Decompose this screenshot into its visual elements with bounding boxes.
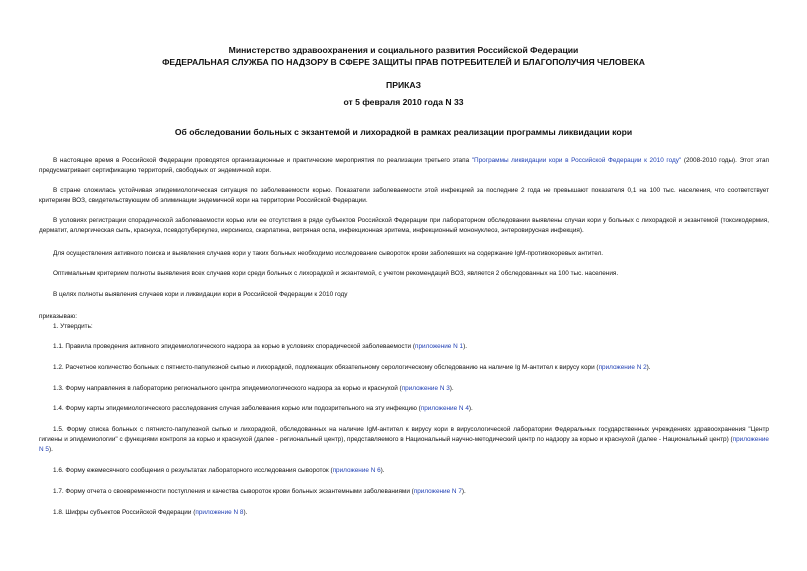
item-1-3 bbox=[39, 384, 454, 394]
item-1-5-text: 1.5. Форму списка больных с пятнисто-папулезной сыпью и лихорадкой, обследованных на наличие IgM-антител к вирусу кори в вирусологической лаборатории Федеральных государственных учреждениях здравоохранения "Центр гигиены и эпидемиологии" с функциями контроля за корью и краснухой (далее - региональный центр), представляемого в Национальный научно-методический центр по надзору за корью и краснухой (далее - Национальный центр) ( bbox=[39, 426, 769, 444]
document-title: Об обследовании больных с экзантемой и лихорадкой в рамках реализации программы ликвидации кори bbox=[174, 127, 633, 137]
appendix-1-link[interactable]: приложение N 1 bbox=[415, 343, 464, 350]
paragraph-1-text-a: В настоящее время в Российской Федерации проводятся организационные и практические мероприятия по реализации третьего этапа bbox=[53, 157, 472, 164]
order-word: приказываю: bbox=[39, 313, 77, 320]
appendix-3-link[interactable]: приложение N 3 bbox=[401, 385, 450, 392]
service-heading: ФЕДЕРАЛЬНАЯ СЛУЖБА ПО НАДЗОРУ В СФЕРЕ ЗАЩИТЫ ПРАВ ПОТРЕБИТЕЛЕЙ И БЛАГОПОЛУЧИЯ ЧЕЛОВЕКА bbox=[162, 57, 645, 67]
item-1-2-text: 1.2. Расчетное количество больных с пятнисто-папулезной сыпью и лихорадкой, подлежащих обязательному серологическому обследованию на наличие Ig M-антител к вирусу кори ( bbox=[53, 364, 599, 371]
item-1-5 bbox=[39, 425, 769, 456]
item-1-2-tail: ). bbox=[646, 364, 651, 371]
appendix-5-link[interactable]: приложение N 5 bbox=[39, 436, 769, 454]
program-link[interactable]: "Программы ликвидации кори в Российской Федерации к 2010 году" bbox=[471, 157, 682, 164]
appendix-7-link[interactable]: приложение N 7 bbox=[413, 488, 462, 495]
item-1-1-tail: ). bbox=[463, 343, 467, 350]
document-date-number: от 5 февраля 2010 года N 33 bbox=[343, 97, 464, 107]
item-1-5-tail: ). bbox=[48, 446, 53, 454]
appendix-4-link[interactable]: приложение N 4 bbox=[420, 405, 469, 412]
paragraph-2: В стране сложилась устойчивая эпидемиологическая ситуация по заболеваемости корью. Показатели заболеваемости этой инфекцией за последние 2 года не превышают показателя 0,1 на 100 тыс. населения, что соответствует критериям ВОЗ, свидетельствующим об элиминации эндемичной кори на территории Российской Федерации. bbox=[39, 187, 769, 205]
item-1-3-text: 1.3. Форму направления в лабораторию регионального центра эпидемиологического надзора за корью и краснухой ( bbox=[53, 385, 402, 392]
paragraph-1-text-b: (2008-2010 годы). Этот этап предусматривает сертификацию территорий, свободных от эндемичной кори. bbox=[39, 157, 769, 175]
paragraph-6: В целях полноты выявления случаев кори и ликвидации кори в Российской Федерации к 2010 году bbox=[53, 291, 348, 298]
item-1-7-tail: ). bbox=[461, 488, 466, 495]
appendix-6-link[interactable]: приложение N 6 bbox=[332, 467, 381, 474]
item-1-7-text: 1.7. Форму отчета о своевременности поступления и качества сывороток крови больных экзантемными заболеваниями ( bbox=[53, 488, 414, 495]
item-1-6 bbox=[39, 466, 385, 476]
item-1-8 bbox=[39, 508, 247, 518]
ministry-heading: Министерство здравоохранения и социального развития Российской Федерации bbox=[228, 45, 579, 55]
item-1-1-text: 1.1. Правила проведения активного эпидемиологического надзора за корью в условиях спорадической заболеваемости ( bbox=[53, 343, 415, 350]
appendix-2-link[interactable]: приложение N 2 bbox=[598, 364, 647, 371]
item-1-approve: 1. Утвердить: bbox=[53, 323, 93, 330]
item-1-3-tail: ). bbox=[449, 385, 454, 392]
item-1-4 bbox=[39, 404, 473, 414]
document-type: ПРИКАЗ bbox=[386, 80, 421, 90]
paragraph-4: Для осуществления активного поиска и выявления случаев кори у таких больных необходимо исследование сывороток крови заболевших на содержание IgM-противокоревых антител. bbox=[53, 250, 604, 257]
item-1-2 bbox=[39, 363, 651, 373]
item-1-8-text: 1.8. Шифры субъектов Российской Федерации ( bbox=[53, 509, 196, 516]
paragraph-1 bbox=[39, 156, 769, 176]
item-1-6-text: 1.6. Форму ежемесячного сообщения о результатах лабораторного исследования сывороток ( bbox=[53, 467, 333, 474]
paragraph-3: В условиях регистрации спорадической заболеваемости корью или ее отсутствия в ряде субъектов Российской Федерации при лабораторном обследовании выявлены случаи кори у больных с лихорадкой и экзантемой (токсикодермия, дерматит, аллергическая сыпь, краснуха, псевдотуберкулез, иерсиниоз, скарлатина, ветряная оспа, инфекционная эритема, инфекционный мононуклеоз, энтеровирусная инфекция). bbox=[39, 217, 769, 235]
paragraph-5: Оптимальным критерием полноты выявления всех случаев кори среди больных с лихорадкой и экзантемой, с учетом рекомендаций ВОЗ, является 2 обследованных на 100 тыс. населения. bbox=[53, 270, 619, 277]
item-1-4-tail: ). bbox=[468, 405, 473, 412]
item-1-6-tail: ). bbox=[380, 467, 385, 474]
item-1-8-tail: ). bbox=[243, 509, 248, 516]
item-1-7 bbox=[39, 487, 466, 497]
item-1-4-text: 1.4. Форму карты эпидемиологического расследования случая заболевания корью или подозрительного на эту инфекцию ( bbox=[53, 405, 421, 412]
item-1-1 bbox=[39, 342, 467, 352]
appendix-8-link[interactable]: приложение N 8 bbox=[195, 509, 244, 516]
